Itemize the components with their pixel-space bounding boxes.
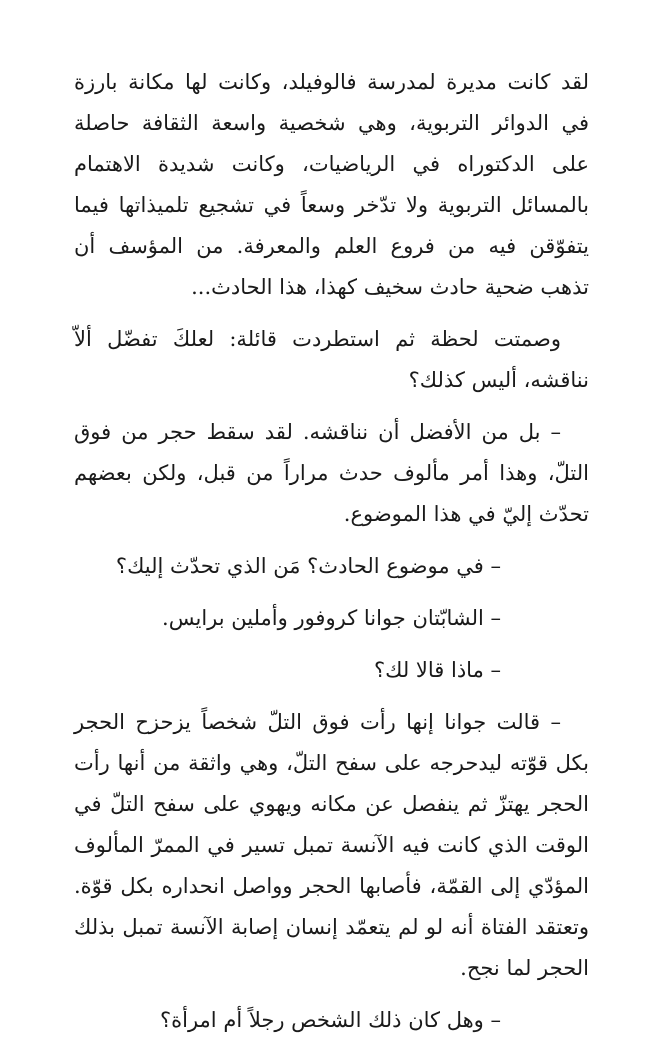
paragraph-2: وصمتت لحظة ثم استطردت قائلة: لعلكَ تفضّل ألاّ نناقشه، أليس كذلك؟ [74, 327, 589, 392]
paragraph-4: – في موضوع الحادث؟ مَن الذي تحدّث إليك؟ [115, 554, 501, 578]
paragraph-5: – الشابّتان جوانا كروفور وأملين برايس. [162, 606, 501, 630]
paragraph-8: – وهل كان ذلك الشخص رجلاً أم امرأة؟ [159, 1008, 501, 1032]
paragraph-3: – بل من الأفضل أن نناقشه. لقد سقط حجر من فوق التلّ، وهذا أمر مألوف حدث مراراً من قبل، ولكن بعضهم تحدّث إليّ في هذا الموضوع. [74, 420, 589, 526]
paragraph-1: لقد كانت مديرة لمدرسة فالوفيلد، وكانت لها مكانة بارزة في الدوائر التربوية، وهي شخصية واسعة الثقافة حاصلة على الدكتوراه في الرياضيات، وكانت شديدة الاهتمام بالمسائل التربوية ولا تدّخر وسعاً في تشجيع تلميذاتها فيما يتفوّقن فيه من فروع العلم والمعرفة. من المؤسف أن تذهب ضحية حادث سخيف كهذا، هذا الحادث... [74, 70, 589, 299]
paragraph-6: – ماذا قالا لك؟ [373, 658, 501, 682]
paragraph-7: – قالت جوانا إنها رأت فوق التلّ شخصاً يزحزح الحجر بكل قوّته ليدحرجه على سفح التلّ، وهي واثقة من أنها رأت الحجر يهتزّ ثم ينفصل عن مكانه ويهوي على سفح التلّ في الوقت الذي كانت فيه الآنسة تمبل تسير في الممرّ المألوف المؤدّي إلى القمّة، فأصابها الحجر وواصل انحداره بكل قوّة. وتعتقد الفتاة أنه لو لم يتعمّد إنسان إصابة الآنسة تمبل بذلك الحجر لما نجح. [74, 710, 589, 980]
